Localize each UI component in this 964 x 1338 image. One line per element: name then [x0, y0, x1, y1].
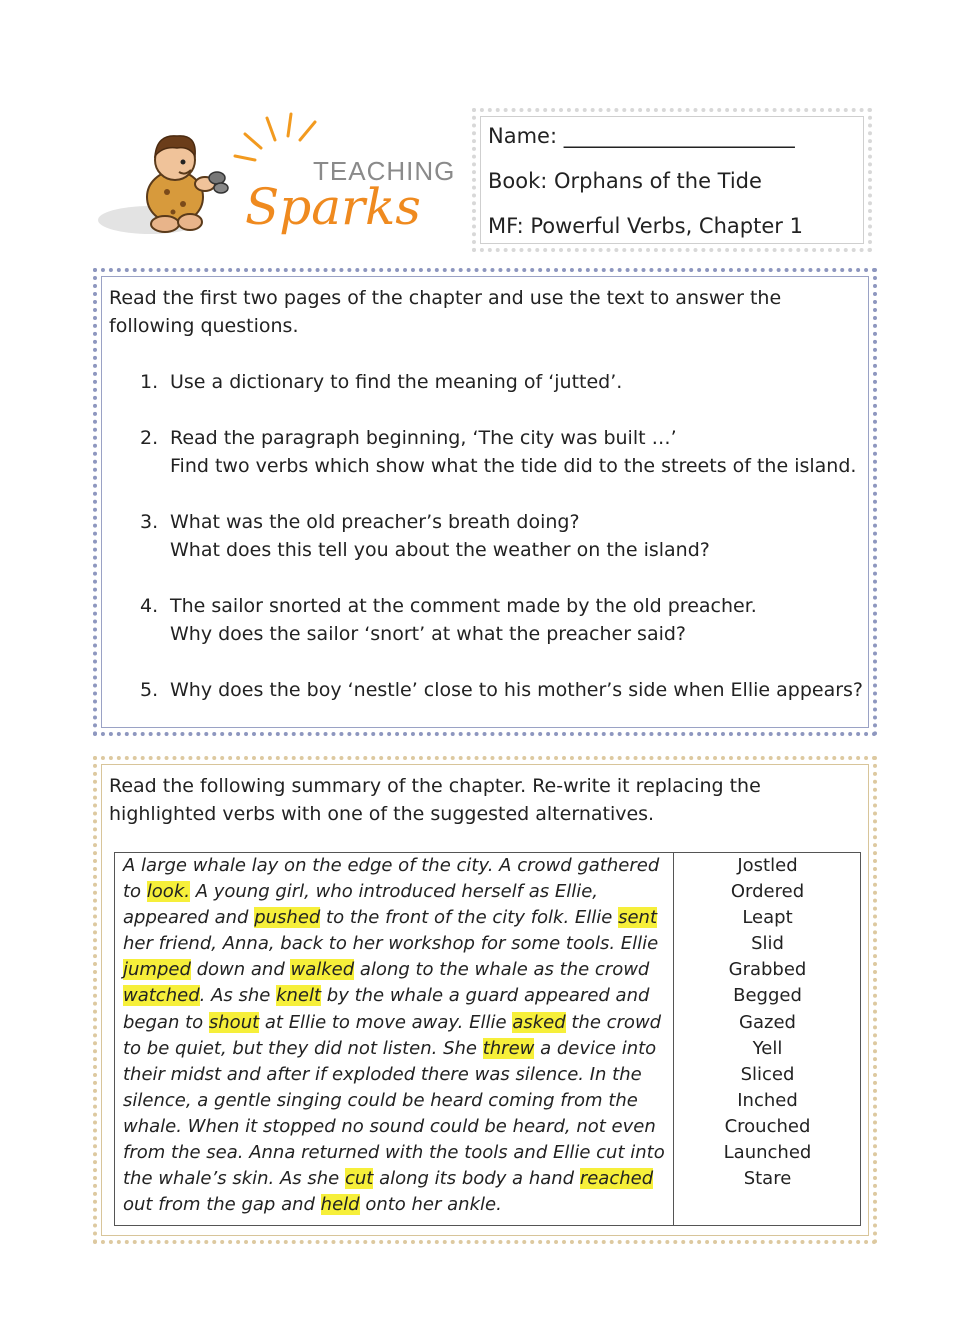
question-number: 5. [140, 679, 159, 701]
passage-text: her friend, Anna, back to her workshop for some tools. Ellie [123, 933, 659, 955]
question-text: Read the paragraph beginning, ‘The city was built …’ [170, 427, 677, 449]
alternative-verb: Slid [751, 933, 784, 955]
question-text: Use a dictionary to find the meaning of ‘jutted’. [170, 371, 623, 393]
highlighted-verb: cut [344, 1168, 374, 1190]
focus-label: MF: Powerful Verbs, Chapter 1 [488, 214, 803, 238]
alternative-verb: Inched [737, 1089, 798, 1111]
question-text-line2: What does this tell you about the weather on the island? [170, 539, 710, 561]
passage-text: A large whale lay on the edge of the city. A crowd gathered to [123, 855, 660, 903]
highlighted-verb: asked [512, 1011, 566, 1033]
logo-teaching-text: TEACHING [313, 156, 455, 186]
question-number: 3. [140, 511, 159, 533]
student-info-box [472, 108, 872, 252]
alternative-verb: Yell [752, 1037, 783, 1059]
alternatives-list [675, 853, 860, 1192]
passage-text: A young girl, who introduced herself as Ellie, appeared and [123, 881, 599, 929]
alternative-verb: Ordered [730, 881, 805, 903]
alternative-verb: Begged [733, 985, 802, 1007]
question-number: 1. [140, 371, 159, 393]
passage-text: . As she [199, 985, 277, 1007]
summary-intro: Read the following summary of the chapter. Re-write it replacing the highlighted verbs with one of the suggested alternatives. [109, 775, 761, 825]
highlighted-verb: jumped [123, 959, 191, 981]
passage-text: along to the whale as the crowd [354, 959, 650, 981]
alternative-verb: Gazed [739, 1011, 796, 1033]
highlighted-verb: pushed [254, 907, 321, 929]
teaching-sparks-logo [95, 112, 455, 252]
highlighted-verb: reached [579, 1168, 654, 1190]
question-text-line2: Find two verbs which show what the tide did to the streets of the island. [170, 455, 857, 477]
question-text: What was the old preacher’s breath doing? [170, 511, 580, 533]
alternative-verb: Launched [723, 1142, 812, 1164]
name-field[interactable]: Name: ______________________ [488, 124, 795, 148]
passage-text: by the whale a guard appeared and began to [123, 985, 650, 1033]
highlighted-verb: walked [290, 959, 355, 981]
passage-text: along its body a hand [373, 1168, 580, 1190]
highlighted-verb: look. [146, 881, 190, 903]
alternative-verb: Leapt [742, 907, 793, 929]
highlighted-verb: sent [618, 907, 658, 929]
question-number: 2. [140, 427, 159, 449]
alternative-verb: Stare [743, 1168, 792, 1190]
alternative-verb: Jostled [737, 855, 798, 876]
passage-text: the crowd to be quiet, but they did not listen. She [123, 1011, 662, 1059]
question-text: Why does the boy ‘nestle’ close to his mother’s side when Ellie appears? [170, 679, 864, 701]
passage-text: out from the gap and [123, 1194, 321, 1216]
passage-text: down and [190, 959, 291, 981]
questions-intro: Read the first two pages of the chapter and use the text to answer the following questions. [109, 287, 782, 337]
summary-table [114, 852, 861, 1226]
questions-box [93, 268, 877, 736]
passage-text: a device into their midst and after if exploded there was silence. In the silence, a gentle singing could be heard coming from the whale. When it stopped no sound could be heard, not even from the sea. Anna returned with the tools and Ellie cut into the whale’s skin. As she [123, 1037, 665, 1190]
highlighted-verb: watched [123, 985, 200, 1007]
passage-text: onto her ankle. [359, 1194, 502, 1216]
question-number: 4. [140, 595, 159, 617]
passage-text: to the front of the city folk. Ellie [320, 907, 619, 929]
logo-sparks-text: Sparks [245, 178, 421, 236]
passage-text: at Ellie to move away. Ellie [259, 1011, 513, 1033]
alternative-verb: Sliced [740, 1063, 795, 1085]
highlighted-verb: knelt [276, 985, 322, 1007]
highlighted-verb: threw [482, 1037, 535, 1059]
highlighted-verb: held [320, 1194, 360, 1216]
book-title: Book: Orphans of the Tide [488, 169, 762, 193]
alternative-verb: Grabbed [728, 959, 807, 981]
question-text-line2: Why does the sailor ‘snort’ at what the preacher said? [170, 623, 687, 645]
highlighted-verb: shout [208, 1011, 260, 1033]
question-text: The sailor snorted at the comment made by the old preacher. [170, 595, 757, 617]
alternative-verb: Crouched [724, 1115, 811, 1137]
summary-passage [123, 853, 671, 1218]
table-divider [673, 853, 674, 1225]
